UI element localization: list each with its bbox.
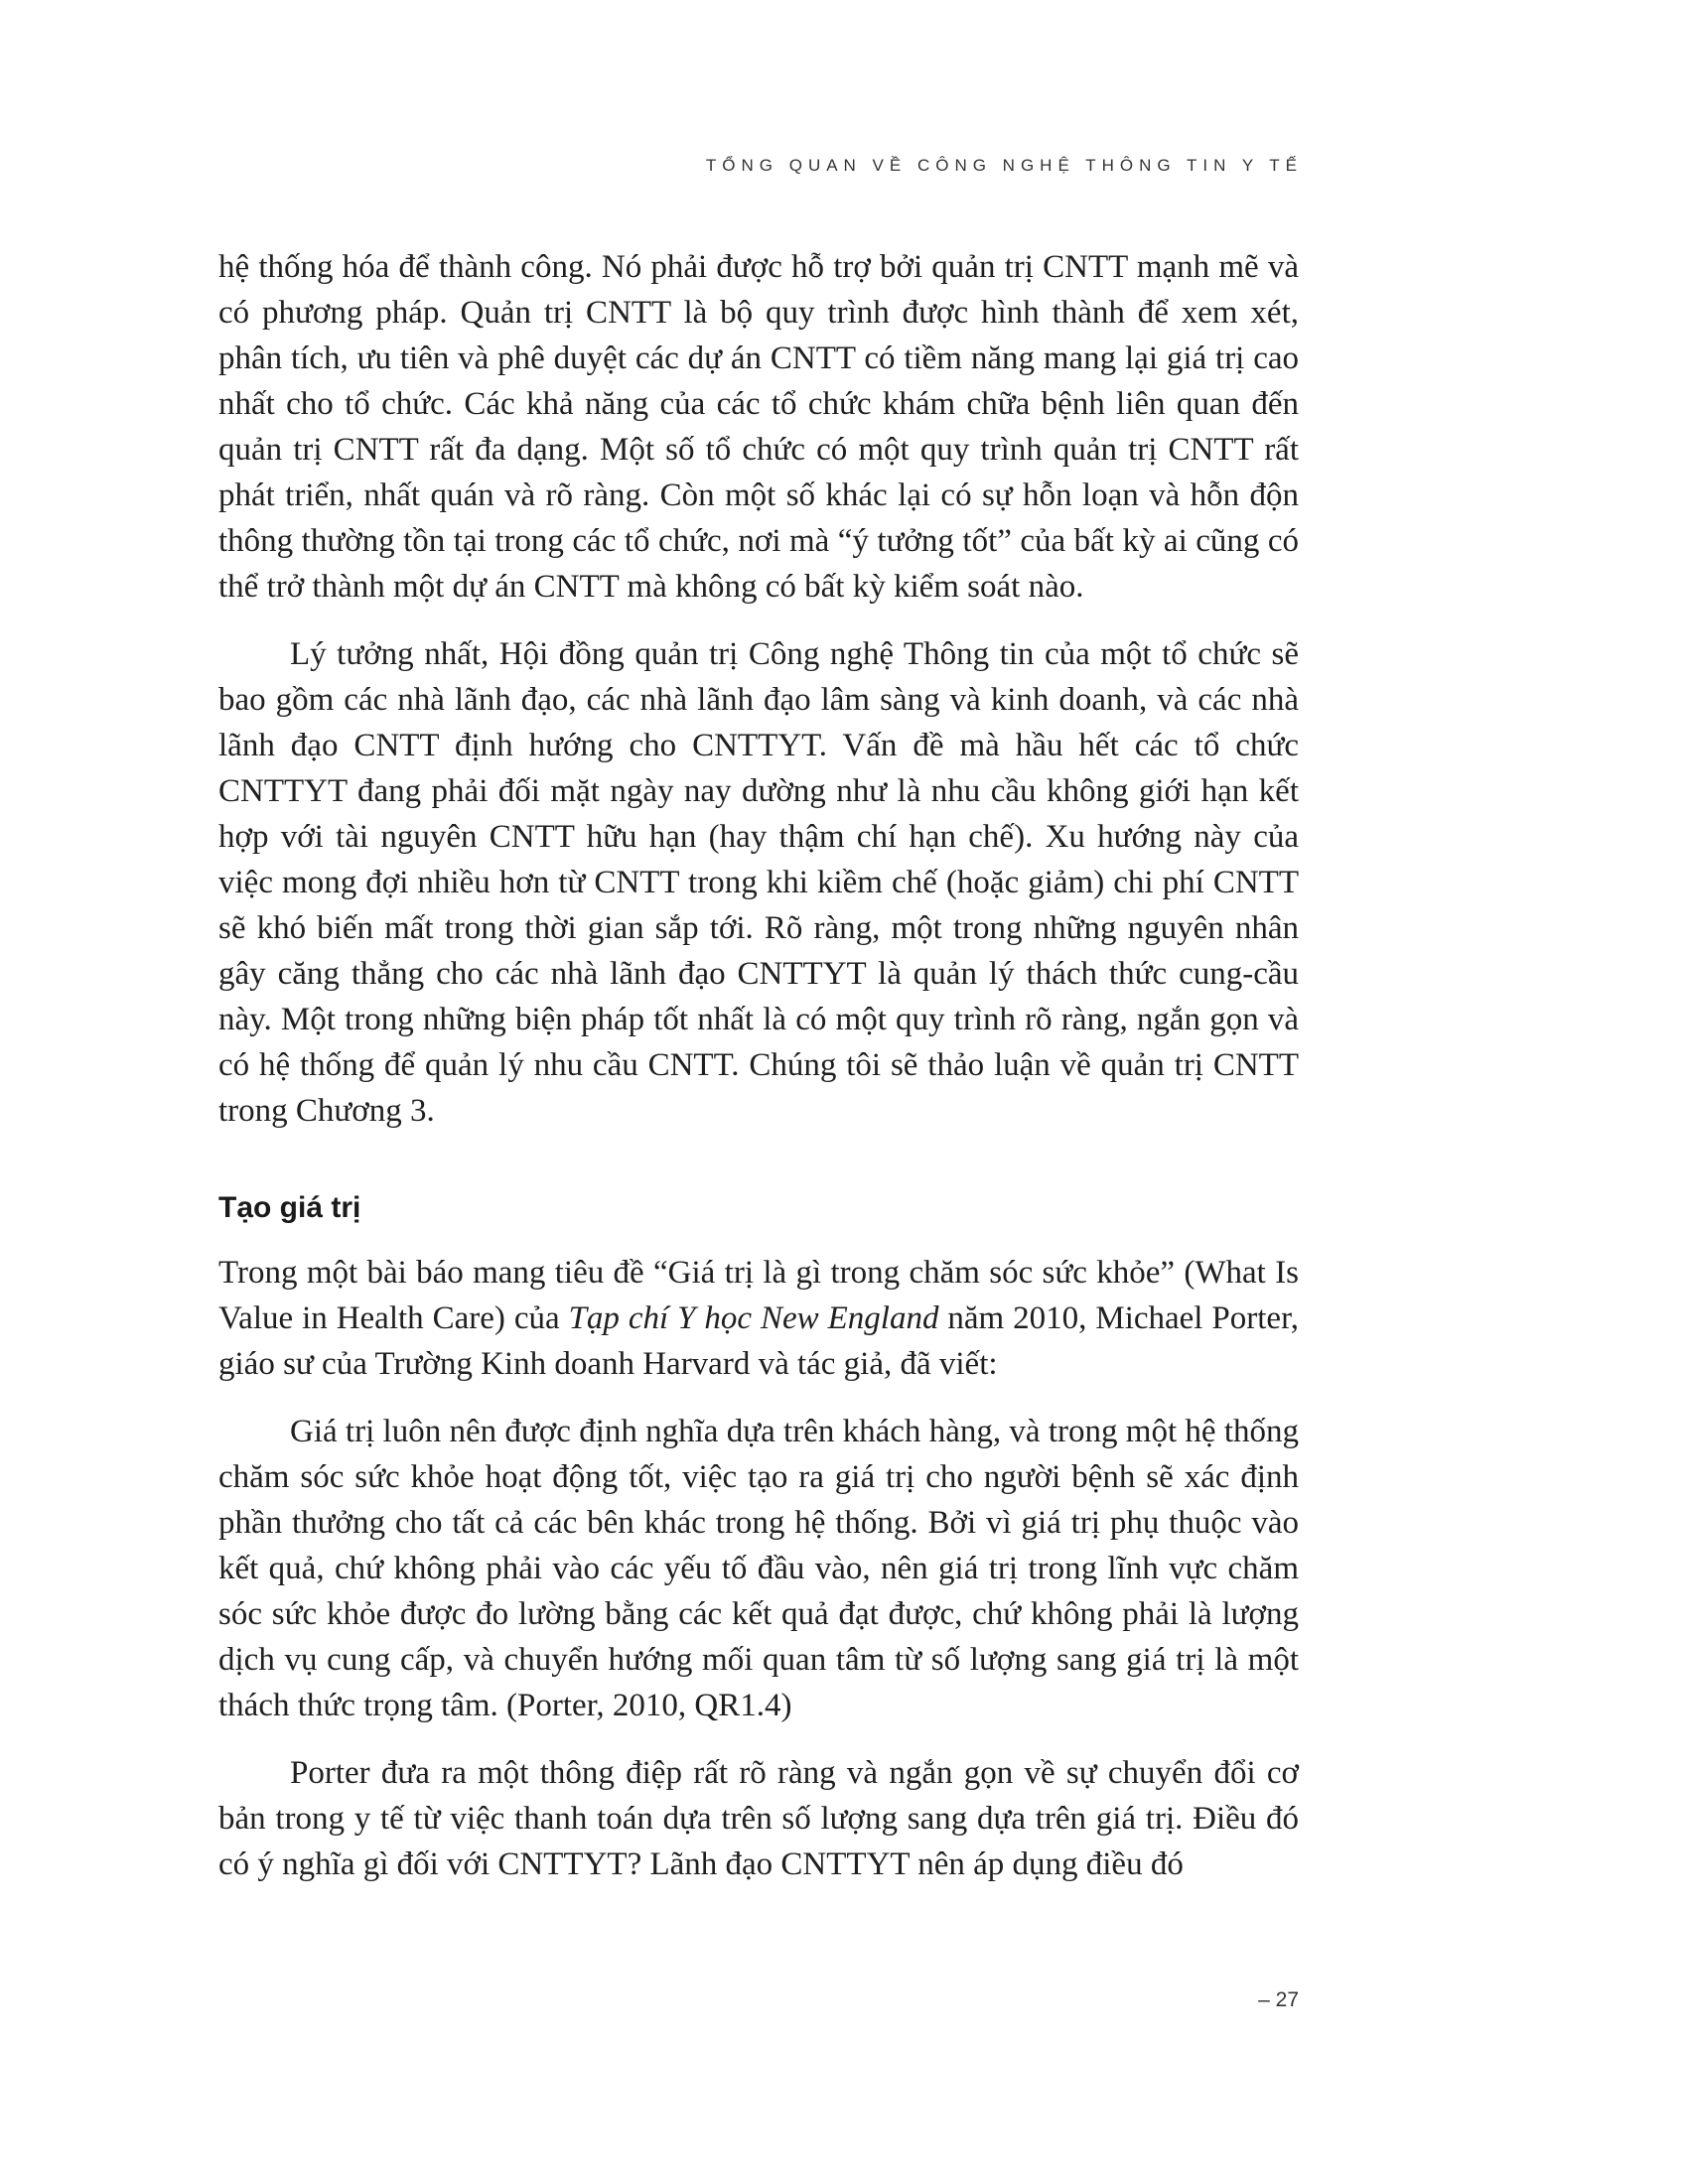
main-text <box>218 244 1299 1887</box>
journal-title: Tạp chí Y học New England <box>568 1300 939 1336</box>
paragraph <box>218 1250 1299 1387</box>
paragraph: Porter đưa ra một thông điệp rất rõ ràng và ngắn gọn về sự chuyển đổi cơ bản trong y tế từ việc thanh toán dựa trên số lượng sang dựa trên giá trị. Điều đó có ý nghĩa gì đối với CNTTYT? Lãnh đạo CNTTYT nên áp dụng điều đó <box>218 1755 1299 1882</box>
section-heading: Tạo giá trị <box>218 1191 361 1224</box>
page-number: – 27 <box>1258 1988 1299 2011</box>
paragraph: hệ thống hóa để thành công. Nó phải được hỗ trợ bởi quản trị CNTT mạnh mẽ và có phương pháp. Quản trị CNTT là bộ quy trình được hình thành để xem xét, phân tích, ưu tiên và phê duyệt các dự án CNTT có tiềm năng mang lại giá trị cao nhất cho tổ chức. Các khả năng của các tổ chức khám chữa bệnh liên quan đến quản trị CNTT rất đa dạng. Một số tổ chức có một quy trình quản trị CNTT rất phát triển, nhất quán và rõ ràng. Còn một số khác lại có sự hỗn loạn và hỗn độn thông thường tồn tại trong các tổ chức, nơi mà “ý tưởng tốt” của bất kỳ ai cũng có thể trở thành một dự án CNTT mà không có bất kỳ kiểm soát nào. <box>218 249 1299 605</box>
block-quote: Giá trị luôn nên được định nghĩa dựa trên khách hàng, và trong một hệ thống chăm sóc sức khỏe hoạt động tốt, việc tạo ra giá trị cho người bệnh sẽ xác định phần thưởng cho tất cả các bên khác trong hệ thống. Bởi vì giá trị phụ thuộc vào kết quả, chứ không phải vào các yếu tố đầu vào, nên giá trị trong lĩnh vực chăm sóc sức khỏe được đo lường bằng các kết quả đạt được, chứ không phải là lượng dịch vụ cung cấp, và chuyển hướng mối quan tâm từ số lượng sang giá trị là một thách thức trọng tâm. (Porter, 2010, QR1.4) <box>218 1414 1299 1723</box>
running-header: TỔNG QUAN VỀ CÔNG NGHỆ THÔNG TIN Y TẾ <box>705 156 1303 175</box>
paragraph-text: Trong một bài báo mang tiêu đề “Giá trị là gì trong chăm sóc sức khỏe” (What Is Value in Health Care) của <box>218 1255 1299 1336</box>
paragraph: Lý tưởng nhất, Hội đồng quản trị Công nghệ Thông tin của một tổ chức sẽ bao gồm các nhà lãnh đạo, các nhà lãnh đạo lâm sàng và kinh doanh, và các nhà lãnh đạo CNTT định hướng cho CNTTYT. Vấn đề mà hầu hết các tổ chức CNTTYT đang phải đối mặt ngày nay dường như là nhu cầu không giới hạn kết hợp với tài nguyên CNTT hữu hạn (hay thậm chí hạn chế). Xu hướng này của việc mong đợi nhiều hơn từ CNTT trong khi kiềm chế (hoặc giảm) chi phí CNTT sẽ khó biến mất trong thời gian sắp tới. Rõ ràng, một trong những nguyên nhân gây căng thẳng cho các nhà lãnh đạo CNTTYT là quản lý thách thức cung-cầu này. Một trong những biện pháp tốt nhất là có một quy trình rõ ràng, ngắn gọn và có hệ thống để quản lý nhu cầu CNTT. Chúng tôi sẽ thảo luận về quản trị CNTT trong Chương 3. <box>218 636 1299 1129</box>
paragraph-text: năm 2010, Michael Porter, giáo sư của Trường Kinh doanh Harvard và tác giả, đã viết: <box>218 1300 1299 1382</box>
